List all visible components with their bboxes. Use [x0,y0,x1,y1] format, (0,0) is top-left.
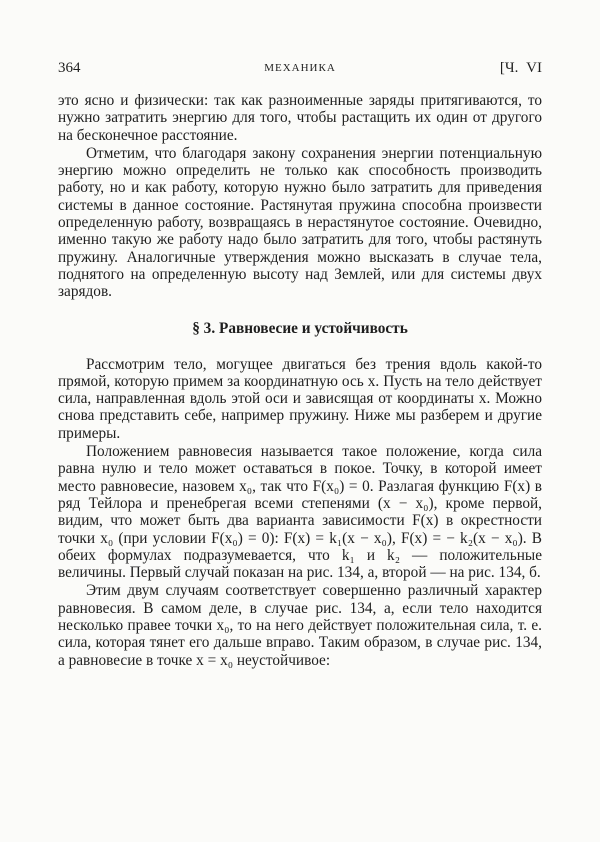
chapter-label: [Ч. VI [499,60,542,76]
paragraph-body-on-line: Рассмотрим тело, могущее двигаться без трения вдоль какой-то прямой, которую примем за координатную ось x. Пусть на тело действует сила, направленная вдоль этой оси и зависящая от координаты x. Можно снова представить себе, например пружину. Ниже мы разберем и другие примеры. [58,355,542,442]
paragraph-stability-character: Этим двум случаям соответствует совершенно различный характер равновесия. В самом деле, в случае рис. 134, а, если тело находится несколько правее точки x₀, то на него действует положительная сила, т. е. сила, которая тянет его дальше вправо. Таким образом, в случае рис. 134, а равновесие в точке x = x₀ неустойчивое: [58,582,542,669]
paragraph-continued: это ясно и физически: так как разноименные заряды притягиваются, то нужно затратить энергию для того, чтобы растащить их один от другого на бесконечное расстояние. [58,92,542,144]
main-text [58,92,542,669]
page-number: 364 [58,60,81,76]
paragraph-energy-conservation: Отметим, что благодаря закону сохранения энергии потенциальную энергию можно определить не только как способность производить работу, но и как работу, которую нужно было затратить для приведения системы в данное состояние. Растянутая пружина способна произвести определенную работу, возвращаясь в нерастянутое состояние. Очевидно, именно такую же работу надо было затратить для того, чтобы растянуть пружину. Аналогичные утверждения можно высказать в случае тела, поднятого на определенную высоту над Землей, или для системы двух зарядов. [58,144,542,301]
running-title: МЕХАНИКА [264,62,336,74]
running-header [58,60,542,80]
section-heading: § 3. Равновесие и устойчивость [192,319,408,337]
paragraph-equilibrium-definition: Положением равновесия называется такое положение, когда сила равна нулю и тело может оставаться в покое. Точку, в которой имеет место равновесие, назовем x₀, так что F(x₀) = 0. Разлагая функцию F(x) в ряд Тейлора и пренебрегая всеми степенями (x − x₀), кроме первой, видим, что может быть два варианта зависимости F(x) в окрестности точки x₀ (при условии F(x₀) = 0): F(x) = k₁(x − x₀), F(x) = − k₂(x − x₀). В обеих формулах подразумевается, что k₁ и k₂ — положительные величины. Первый случай показан на рис. 134, а, второй — на рис. 134, б. [58,443,542,582]
